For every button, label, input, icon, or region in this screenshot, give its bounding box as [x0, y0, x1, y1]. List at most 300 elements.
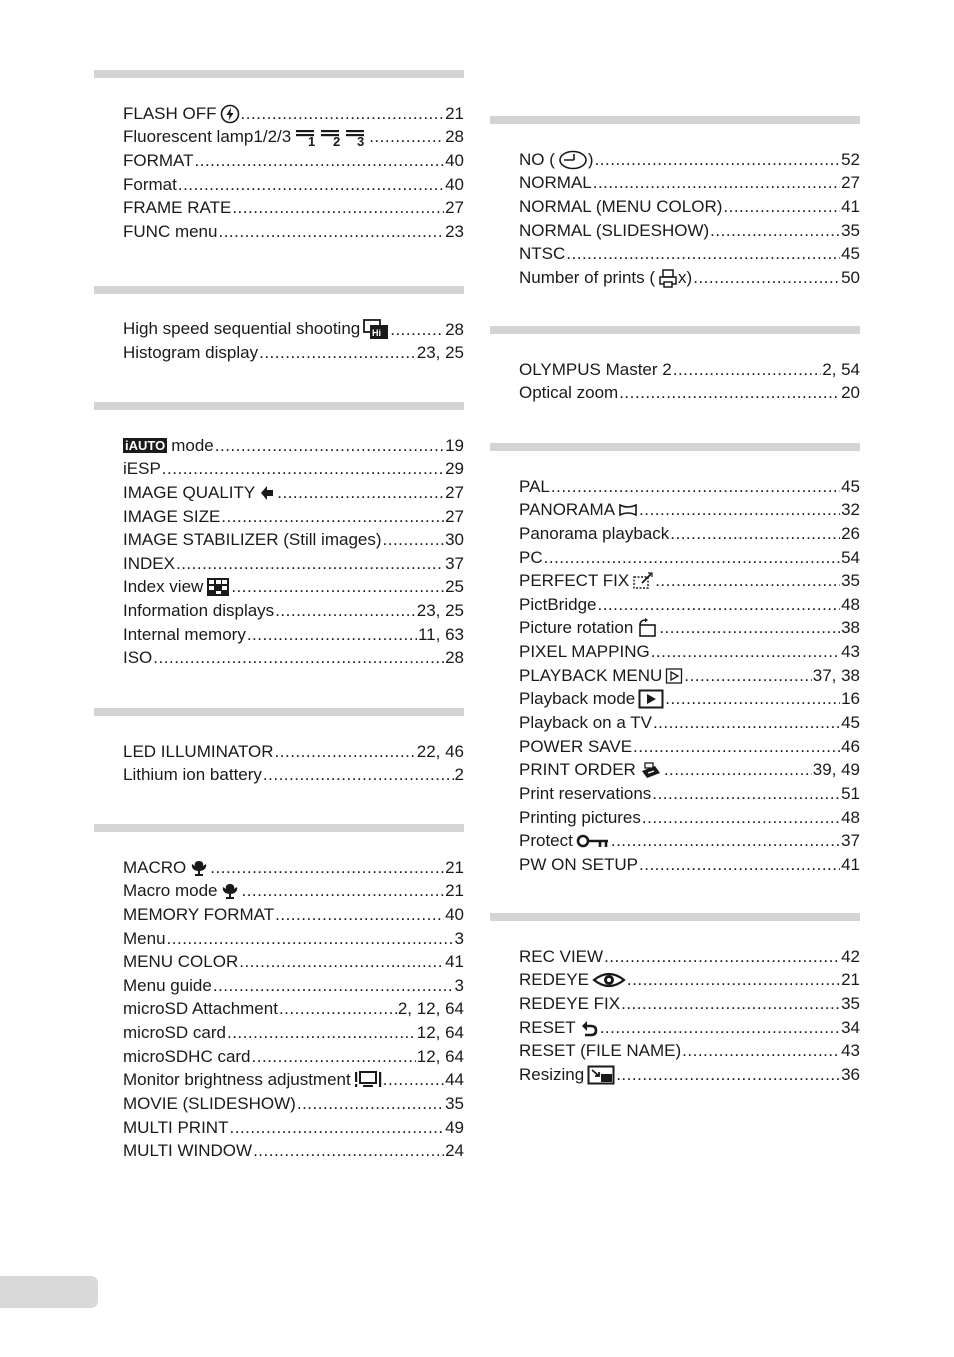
fluorescent-lamp-icon	[294, 127, 368, 147]
entry-label	[519, 548, 543, 568]
entry-text: NO (	[519, 149, 555, 169]
index-entry	[94, 762, 464, 786]
entry-label	[123, 1118, 228, 1138]
entry-text: Lithium ion battery	[123, 765, 262, 785]
index-entry	[94, 972, 464, 996]
entry-text: iESP	[123, 459, 161, 479]
dot-leader	[670, 524, 840, 544]
dot-leader	[263, 765, 454, 785]
macro-flower-icon	[220, 881, 240, 901]
dot-leader	[664, 760, 812, 780]
page-number: 48	[841, 807, 860, 827]
dot-leader	[604, 947, 840, 967]
entry-label	[519, 524, 669, 544]
page-number: 37	[841, 831, 860, 851]
entry-label	[519, 831, 610, 851]
page-number: 42	[841, 946, 860, 966]
entry-label	[123, 530, 382, 550]
entry-text: Format	[123, 174, 177, 194]
entry-text: Menu guide	[123, 975, 212, 995]
dot-leader	[239, 952, 444, 972]
entry-text: PERFECT FIX	[519, 571, 630, 591]
dot-leader	[653, 713, 840, 733]
entry-label	[519, 737, 632, 757]
index-entry	[490, 1014, 860, 1038]
entry-text: Histogram display	[123, 343, 259, 363]
entry-label	[519, 150, 594, 170]
entry-label	[123, 151, 194, 171]
entry-text: ISO	[123, 648, 153, 668]
page-number: 52	[841, 149, 860, 169]
index-entry	[490, 146, 860, 170]
page-number: 2, 54	[822, 359, 860, 379]
dot-leader	[241, 104, 445, 124]
index-entry	[490, 828, 860, 852]
entry-label	[123, 952, 238, 972]
entry-text: IMAGE STABILIZER (Still images)	[123, 530, 382, 550]
index-entry	[94, 195, 464, 219]
entry-label	[123, 1047, 251, 1067]
index-entry	[490, 780, 860, 804]
page-number: 3	[454, 975, 464, 995]
page-number: 25	[445, 577, 464, 597]
index-entry	[94, 124, 464, 148]
entry-text: PRINT ORDER	[519, 760, 636, 780]
index-entry	[94, 316, 464, 340]
entry-label	[123, 858, 209, 878]
index-entry	[490, 473, 860, 497]
entry-text: Protect	[519, 831, 573, 851]
image-quality-icon	[258, 484, 276, 502]
page-number: 35	[841, 993, 860, 1013]
entry-text: PLAYBACK MENU	[519, 665, 663, 685]
dot-leader	[227, 1023, 416, 1043]
page-number: 21	[445, 881, 464, 901]
entry-text-after: x)	[678, 267, 693, 287]
entry-text: NTSC	[519, 244, 566, 264]
index-entry	[94, 854, 464, 878]
entry-label	[519, 760, 663, 780]
playback-mode-icon	[638, 689, 664, 709]
svg-text:1: 1	[308, 134, 316, 148]
entry-label	[123, 127, 368, 147]
index-entry	[94, 738, 464, 762]
dot-leader	[651, 642, 840, 662]
dot-leader	[659, 618, 840, 638]
section-bar	[490, 913, 860, 921]
section-bar	[490, 116, 860, 124]
index-entry	[490, 193, 860, 217]
entry-label	[123, 483, 276, 503]
index-entry	[94, 1114, 464, 1138]
index-section	[490, 443, 860, 875]
section-bar	[490, 326, 860, 334]
page-number: 21	[841, 970, 860, 990]
dot-leader	[642, 808, 840, 828]
entry-label	[123, 222, 217, 242]
entry-label	[519, 855, 638, 875]
entry-text: Macro mode	[123, 881, 218, 901]
index-section	[94, 824, 464, 1161]
no-icon	[558, 150, 588, 170]
index-entry	[94, 503, 464, 527]
dot-leader	[153, 648, 444, 668]
index-entry	[490, 967, 860, 991]
index-entry	[490, 591, 860, 615]
index-entry	[490, 241, 860, 265]
page-number: 45	[841, 244, 860, 264]
entry-text: IMAGE QUALITY	[123, 482, 256, 502]
index-entry	[94, 550, 464, 574]
page-number: 35	[841, 571, 860, 591]
page-number: 21	[445, 103, 464, 123]
entry-label	[123, 343, 258, 363]
index-entry	[490, 544, 860, 568]
entry-text: OLYMPUS Master 2	[519, 359, 672, 379]
page-number: 21	[445, 857, 464, 877]
page-number: 23	[445, 221, 464, 241]
index-entry	[94, 925, 464, 949]
dot-leader	[297, 1094, 444, 1114]
dot-leader	[627, 970, 840, 990]
index-entry	[490, 851, 860, 875]
entry-text: Number of prints (	[519, 267, 656, 287]
page-number: 35	[841, 220, 860, 240]
index-entry	[94, 147, 464, 171]
page-number: 23, 25	[416, 601, 464, 621]
page-number: 50	[841, 267, 860, 287]
dot-leader	[162, 459, 444, 479]
resizing-icon	[587, 1065, 615, 1085]
page-number: 22, 46	[416, 741, 464, 761]
picture-rotation-icon	[636, 618, 658, 638]
dot-leader	[551, 477, 840, 497]
entry-text: Playback on a TV	[519, 713, 652, 733]
index-entry	[94, 171, 464, 195]
entry-text: Menu	[123, 928, 166, 948]
page-number: 49	[445, 1117, 464, 1137]
entry-text: REC VIEW	[519, 946, 604, 966]
index-entry	[94, 949, 464, 973]
page-number: 41	[841, 196, 860, 216]
entry-text: MULTI PRINT	[123, 1117, 229, 1137]
entry-label	[519, 1065, 615, 1085]
page-number: 20	[841, 383, 860, 403]
index-entry	[94, 878, 464, 902]
page-number: 54	[841, 547, 860, 567]
page-number: 40	[445, 150, 464, 170]
print-order-icon	[639, 760, 663, 780]
entry-text-after: )	[587, 149, 594, 169]
page-number: 11, 63	[417, 624, 464, 644]
monitor-brightness-icon	[354, 1070, 382, 1090]
page-number: 37, 38	[812, 665, 860, 685]
dot-leader	[390, 320, 444, 340]
dot-leader	[231, 577, 444, 597]
entry-text: MENU COLOR	[123, 952, 239, 972]
entry-label	[519, 595, 596, 615]
redeye-icon	[592, 970, 626, 990]
iauto-icon: iAUTO	[125, 438, 166, 454]
index-entry	[94, 574, 464, 598]
dot-leader	[252, 1047, 416, 1067]
macro-flower-icon	[189, 858, 209, 878]
entry-text: Picture rotation	[519, 618, 634, 638]
entry-label	[123, 999, 278, 1019]
dot-leader	[633, 737, 840, 757]
entry-text: NORMAL	[519, 173, 592, 193]
dot-leader	[673, 360, 821, 380]
dot-leader	[178, 175, 444, 195]
entry-text: Playback mode	[519, 689, 636, 709]
index-entry	[94, 1067, 464, 1091]
index-entry	[490, 638, 860, 662]
entry-label	[519, 1018, 599, 1038]
entry-text: MULTI WINDOW	[123, 1141, 253, 1161]
page-number: 12, 64	[416, 1046, 464, 1066]
page-number: 23, 25	[416, 343, 464, 363]
entry-text: Printing pictures	[519, 807, 641, 827]
page-number: 35	[445, 1094, 464, 1114]
index-entry	[490, 709, 860, 733]
entry-label	[123, 601, 274, 621]
entry-label	[519, 784, 651, 804]
index-entry	[490, 804, 860, 828]
page-number: 45	[841, 476, 860, 496]
entry-text: Internal memory	[123, 624, 246, 644]
entry-label	[519, 268, 692, 288]
index-entry	[490, 733, 860, 757]
entry-text: PC	[519, 547, 543, 567]
entry-text: Index view	[123, 577, 204, 597]
entry-text: Information displays	[123, 601, 275, 621]
index-section	[490, 913, 860, 1085]
entry-label	[123, 104, 240, 124]
index-entry	[490, 497, 860, 521]
index-section	[94, 70, 464, 242]
entry-label	[123, 577, 230, 597]
perfect-fix-icon	[632, 571, 654, 591]
page-number: 2	[454, 765, 464, 785]
entry-text: RESET (FILE NAME)	[519, 1041, 682, 1061]
protect-key-icon	[576, 832, 610, 850]
entry-label	[123, 929, 166, 949]
entry-text: REDEYE FIX	[519, 993, 621, 1013]
index-entry	[94, 1019, 464, 1043]
page-number: 2, 12, 64	[397, 999, 464, 1019]
page-number: 44	[445, 1070, 464, 1090]
entry-label	[519, 970, 626, 990]
dot-leader	[275, 601, 416, 621]
page-number: 43	[841, 642, 860, 662]
page-number: 45	[841, 713, 860, 733]
page-number: 3	[454, 928, 464, 948]
page-number: 41	[841, 854, 860, 874]
entry-text: RESET	[519, 1017, 576, 1037]
entry-label	[123, 625, 246, 645]
entry-text: Panorama playback	[519, 523, 670, 543]
page-number: 24	[445, 1141, 464, 1161]
entry-label	[519, 994, 620, 1014]
entry-text: FUNC menu	[123, 221, 218, 241]
dot-leader	[232, 198, 444, 218]
entry-text: POWER SAVE	[519, 736, 633, 756]
page-number: 27	[841, 173, 860, 193]
index-entry	[490, 662, 860, 686]
page-number: 12, 64	[416, 1023, 464, 1043]
dot-leader	[253, 1141, 444, 1161]
entry-label	[123, 507, 220, 527]
entry-text: FRAME RATE	[123, 198, 232, 218]
entry-label	[123, 319, 389, 340]
entry-text: INDEX	[123, 553, 175, 573]
index-entry	[94, 432, 464, 456]
print-count-icon	[658, 268, 678, 288]
page-number: 40	[445, 174, 464, 194]
page-number: 28	[445, 319, 464, 339]
section-bar	[94, 708, 464, 716]
index-entry	[94, 340, 464, 364]
entry-text: Resizing	[519, 1064, 585, 1084]
page-number: 27	[445, 198, 464, 218]
dot-leader	[275, 742, 416, 762]
entry-text: IMAGE SIZE	[123, 506, 221, 526]
page-number: 19	[445, 435, 464, 455]
entry-label	[519, 173, 592, 193]
entry-label	[123, 1141, 252, 1161]
entry-text: FLASH OFF	[123, 103, 217, 123]
entry-text: FORMAT	[123, 150, 194, 170]
entry-label	[519, 1041, 681, 1061]
entry-text: MEMORY FORMAT	[123, 904, 275, 924]
dot-leader	[383, 530, 445, 550]
entry-label	[123, 175, 177, 195]
index-view-icon	[206, 577, 230, 597]
index-section	[490, 326, 860, 403]
index-entry	[94, 996, 464, 1020]
entry-text: LED ILLUMINATOR	[123, 741, 274, 761]
dot-leader	[723, 197, 840, 217]
dot-leader	[693, 268, 840, 288]
page-number: 37	[445, 553, 464, 573]
index-entry	[94, 1043, 464, 1067]
entry-text: Print reservations	[519, 783, 652, 803]
dot-leader	[247, 625, 417, 645]
page-number: 16	[841, 689, 860, 709]
dot-leader	[595, 150, 841, 170]
dot-leader	[215, 436, 444, 456]
index-entry	[94, 1138, 464, 1162]
index-entry	[94, 100, 464, 124]
page-number: 27	[445, 482, 464, 502]
entry-label	[519, 808, 641, 828]
dot-leader	[259, 343, 416, 363]
dot-leader	[597, 595, 840, 615]
index-entry	[490, 615, 860, 639]
dot-leader	[611, 831, 840, 851]
entry-label	[123, 459, 161, 479]
entry-label	[519, 244, 565, 264]
dot-leader	[639, 500, 840, 520]
page-number: 26	[841, 523, 860, 543]
entry-text: NORMAL (SLIDESHOW)	[519, 220, 710, 240]
index-entry	[490, 1061, 860, 1085]
index-entry	[490, 943, 860, 967]
dot-leader	[241, 881, 444, 901]
page-number: 28	[445, 127, 464, 147]
dot-leader	[275, 905, 444, 925]
page-number: 34	[841, 1017, 860, 1037]
entry-label	[519, 666, 683, 686]
entry-text: MOVIE (SLIDESHOW)	[123, 1094, 296, 1114]
page-number: 39, 49	[812, 760, 860, 780]
index-entry	[94, 645, 464, 669]
page-number: 28	[445, 648, 464, 668]
page-number: 46	[841, 736, 860, 756]
index-section	[94, 286, 464, 363]
section-bar	[94, 824, 464, 832]
entry-label	[123, 881, 240, 901]
page-number: 36	[841, 1064, 860, 1084]
entry-label	[519, 477, 550, 497]
entry-text: microSD Attachment	[123, 999, 278, 1019]
entry-label	[123, 976, 212, 996]
dot-leader	[600, 1018, 840, 1038]
index-entry	[94, 479, 464, 503]
entry-text: PictBridge	[519, 594, 597, 614]
entry-label	[123, 1094, 296, 1114]
entry-label	[519, 571, 654, 591]
section-bar	[490, 443, 860, 451]
entry-text: microSDHC card	[123, 1046, 251, 1066]
dot-leader	[544, 548, 840, 568]
svg-text:Hi: Hi	[372, 327, 382, 338]
index-entry	[490, 686, 860, 710]
index-entry	[94, 1090, 464, 1114]
page-number: 29	[445, 459, 464, 479]
entry-label	[123, 1070, 382, 1090]
entry-text: NORMAL (MENU COLOR)	[519, 196, 723, 216]
page-number: 40	[445, 904, 464, 924]
index-entry	[490, 990, 860, 1014]
reset-icon	[579, 1018, 599, 1038]
section-bar	[94, 70, 464, 78]
entry-label	[519, 197, 722, 217]
index-entry	[94, 218, 464, 242]
entry-text: PAL	[519, 476, 550, 496]
svg-text:2: 2	[333, 134, 341, 148]
index-section	[94, 402, 464, 668]
page-number: 30	[445, 530, 464, 550]
entry-text: PANORAMA	[519, 500, 616, 520]
svg-text:3: 3	[357, 134, 365, 148]
entry-text: Fluorescent lamp1/2/3	[123, 127, 292, 147]
entry-text: MACRO	[123, 857, 187, 877]
dot-leader	[684, 666, 811, 686]
index-entry	[94, 597, 464, 621]
entry-label	[123, 1023, 226, 1043]
dot-leader	[383, 1070, 444, 1090]
hi-sequential-icon	[363, 319, 389, 340]
dot-leader	[210, 858, 444, 878]
index-entry	[490, 568, 860, 592]
dot-leader	[279, 999, 397, 1019]
entry-label	[123, 905, 274, 925]
entry-label	[519, 221, 709, 241]
entry-text: microSD card	[123, 1023, 226, 1043]
dot-leader	[167, 929, 454, 949]
entry-text: REDEYE	[519, 970, 589, 990]
